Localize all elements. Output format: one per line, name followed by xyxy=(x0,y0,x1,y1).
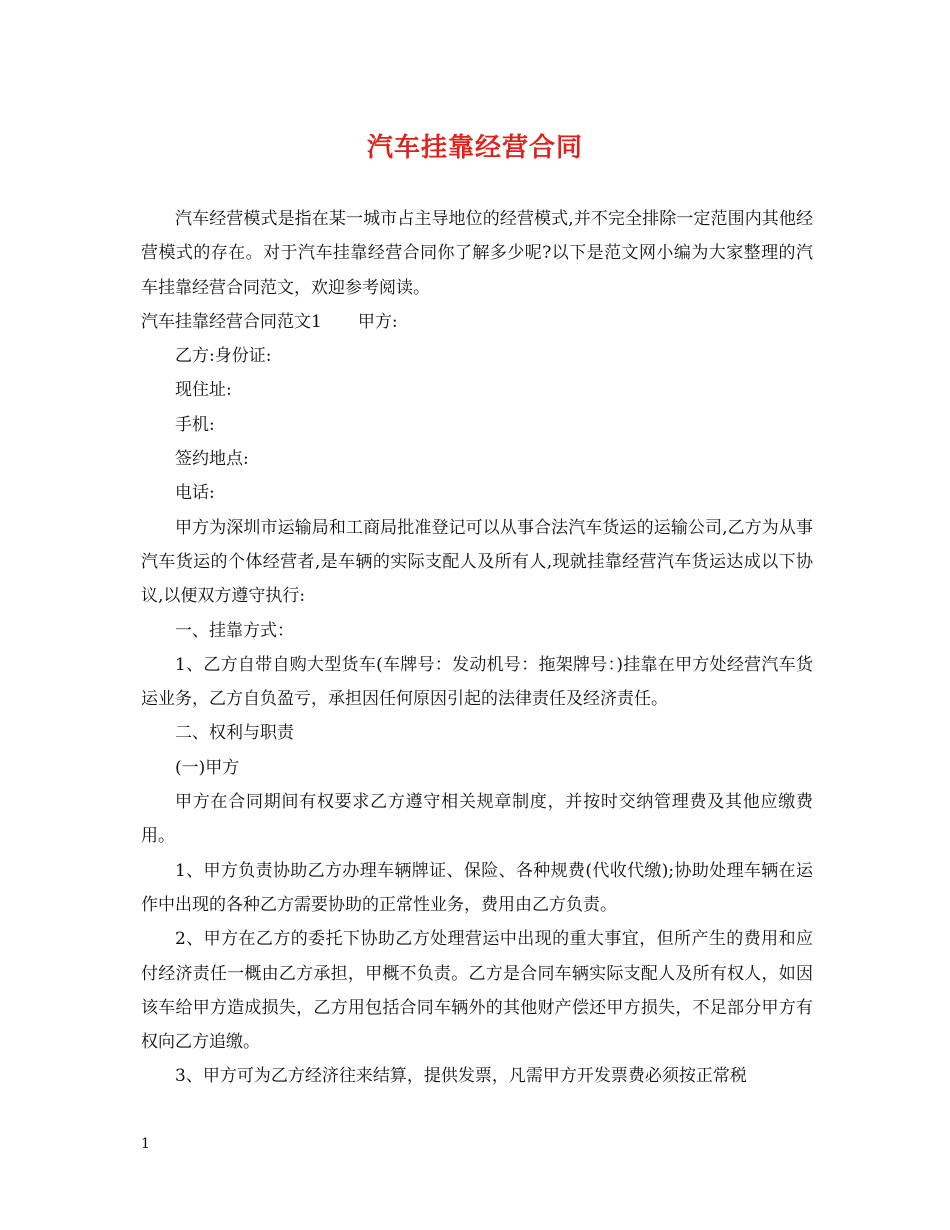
paragraph-party-a-duty-2: 2、甲方在乙方的委托下协助乙方处理营运中出现的重大事宜，但所产生的费用和应付经济责任一概由乙方承担，甲概不负责。乙方是合同车辆实际支配人及所有权人，如因该车给甲方造成损失，乙方用包括合同车辆外的其他财产偿还甲方损失，不足部分甲方有权向乙方追缴。 xyxy=(141,929,813,1053)
party-b-id-line: 乙方:身份证: xyxy=(175,346,272,367)
address-line: 现住址: xyxy=(175,380,232,401)
sample-heading-label: 汽车挂靠经营合同范文1 xyxy=(141,311,322,332)
paragraph-party-a-duty-1: 1、甲方负责协助乙方办理车辆牌证、保险、各种规费(代收代缴);协助处理车辆在运作中出现的各种乙方需要协助的正常性业务，费用由乙方负责。 xyxy=(141,860,813,915)
phone-line: 电话: xyxy=(175,483,215,504)
party-a-label: 甲方: xyxy=(357,311,398,332)
section-heading-rights: 二、权利与职责 xyxy=(175,723,294,744)
section-heading-affiliation: 一、挂靠方式： xyxy=(175,620,294,641)
subsection-heading-party-a: (一)甲方 xyxy=(175,757,240,778)
paragraph-sample-heading xyxy=(141,305,813,339)
paragraph-intro: 汽车经营模式是指在某一城市占主导地位的经营模式,并不完全排除一定范围内其他经营模式的存在。对于汽车挂靠经营合同你了解多少呢?以下是范文网小编为大家整理的汽车挂靠经营合同范文，欢迎参考阅读。 xyxy=(141,209,813,298)
document-title: 汽车挂靠经营合同 xyxy=(366,133,583,163)
paragraph-party-a-duty-3: 3、甲方可为乙方经济往来结算，提供发票，凡需甲方开发票费必须按正常税 xyxy=(175,1066,747,1087)
paragraph-affiliation-1: 1、乙方自带自购大型货车(车牌号：发动机号：拖架牌号：)挂靠在甲方处经营汽车货运业务，乙方自负盈亏，承担因任何原因引起的法律责任及经济责任。 xyxy=(141,654,813,710)
paragraph-party-a-rights: 甲方在合同期间有权要求乙方遵守相关规章制度，并按时交纳管理费及其他应缴费用。 xyxy=(141,792,813,847)
page-number: 1 xyxy=(141,1136,150,1152)
paragraph-agreement-intro: 甲方为深圳市运输局和工商局批准登记可以从事合法汽车货运的运输公司,乙方为从事汽车货运的个体经营者,是车辆的实际支配人及所有人,现就挂靠经营汽车货运达成以下协议,以便双方遵守执行: xyxy=(141,517,813,607)
document-body xyxy=(141,202,813,1094)
mobile-line: 手机: xyxy=(175,414,215,435)
signing-place-line: 签约地点: xyxy=(175,449,249,470)
